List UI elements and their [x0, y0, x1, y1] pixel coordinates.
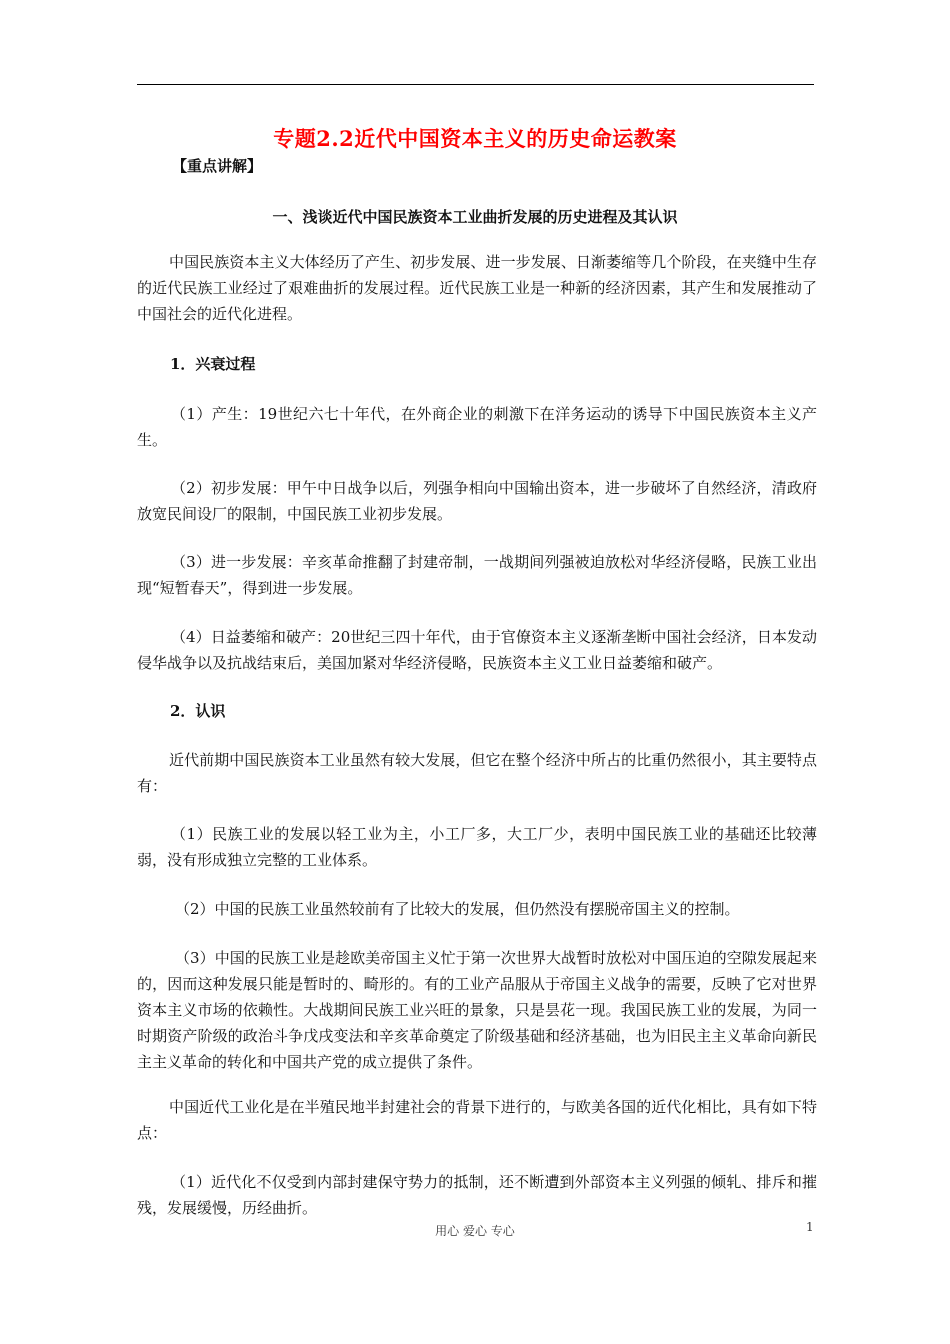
paragraph-industrialization-intro: 中国近代工业化是在半殖民地半封建社会的背景下进行的，与欧美各国的近代化相比，具有如下特点： [137, 1098, 817, 1142]
intro-paragraph: 中国民族资本主义大体经历了产生、初步发展、进一步发展、日渐萎缩等几个阶段，在夹缝中生存的近代民族工业经过了艰难曲折的发展过程。近代民族工业是一种新的经济因素，其产生和发展推动了中国社会的近代化进程。 [137, 253, 817, 323]
heading-1: 一、浅谈近代中国民族资本工业曲折发展的历史进程及其认识 [272, 208, 678, 226]
paragraph-characteristics-intro: 近代前期中国民族资本工业虽然有较大发展，但它在整个经济中所占的比重仍然很小，其主要特点有： [137, 751, 817, 795]
paragraph-emergence: （1）产生：19世纪六七十年代，在外商企业的刺激下在洋务运动的诱导下中国民族资本主义产生。 [137, 405, 817, 449]
paragraph-modernization-obstacles: （1）近代化不仅受到内部封建保守势力的抵制，还不断遭到外部资本主义列强的倾轧、排斥和摧残，发展缓慢，历经曲折。 [137, 1173, 817, 1217]
paragraph-wwi-gap: （3）中国的民族工业是趁欧美帝国主义忙于第一次世界大战暂时放松对中国压迫的空隙发展起来的，因而这种发展只能是暂时的、畸形的。有的工业产品服从于帝国主义战争的需要，反映了它对世界资本主义市场的依赖性。大战期间民族工业兴旺的景象，只是昙花一现。我国民族工业的发展，为同一时期资产阶级的政治斗争戊戌变法和辛亥革命奠定了阶级基础和经济基础，也为旧民主主义革命向新民主主义革命的转化和中国共产党的成立提供了条件。 [137, 949, 817, 1071]
paragraph-decline: （4）日益萎缩和破产：20世纪三四十年代，由于官僚资本主义逐渐垄断中国社会经济，日本发动侵华战争以及抗战结束后，美国加紧对华经济侵略，民族资本主义工业日益萎缩和破产。 [137, 628, 817, 672]
document-title: 专题2.2近代中国资本主义的历史命运教案 [273, 126, 677, 151]
paragraph-initial-development: （2）初步发展：甲午中日战争以后，列强争相向中国输出资本，进一步破坏了自然经济，清政府放宽民间设厂的限制，中国民族工业初步发展。 [137, 479, 817, 523]
header-rule [137, 84, 814, 85]
paragraph-further-development: （3）进一步发展：辛亥革命推翻了封建帝制，一战期间列强被迫放松对华经济侵略，民族工业出现“短暂春天”，得到进一步发展。 [137, 553, 817, 597]
section-label: 【重点讲解】 [172, 157, 263, 175]
page-number: 1 [806, 1220, 814, 1234]
paragraph-light-industry: （1）民族工业的发展以轻工业为主，小工厂多，大工厂少，表明中国民族工业的基础还比较薄弱，没有形成独立完整的工业体系。 [137, 825, 817, 869]
subheading-rise-fall: 1．兴衰过程 [170, 355, 256, 373]
page-footer: 用心 爱心 专心 [435, 1224, 515, 1238]
paragraph-imperialist-control: （2）中国的民族工业虽然较前有了比较大的发展，但仍然没有摆脱帝国主义的控制。 [175, 900, 740, 918]
subheading-understanding: 2．认识 [170, 702, 226, 720]
